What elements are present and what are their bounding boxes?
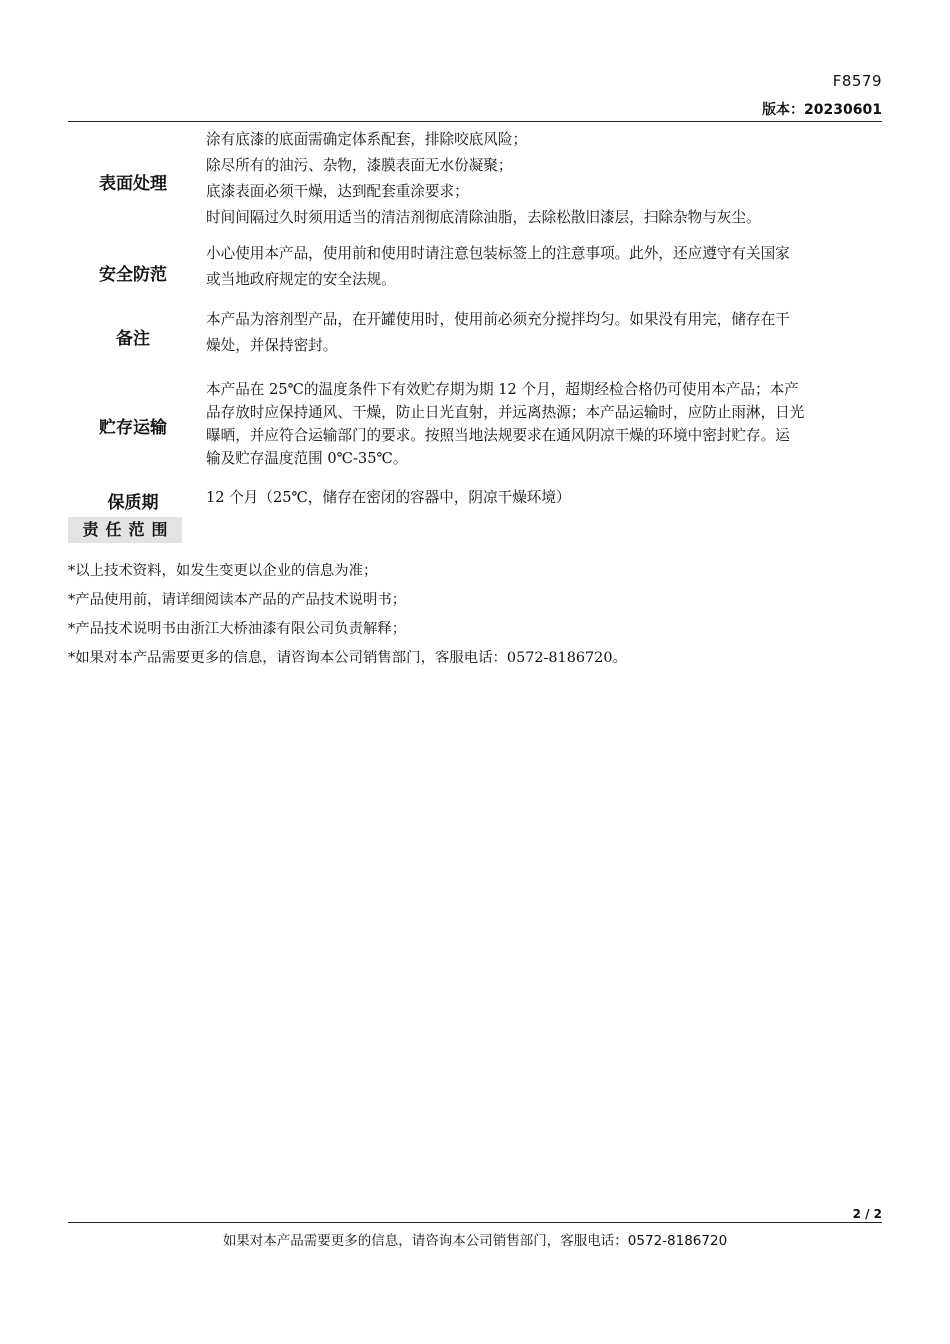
- responsibility-notes: [68, 557, 882, 673]
- section-content-storage: [206, 378, 882, 470]
- content-line: 本产品为溶剂型产品，在开罐使用时，使用前必须充分搅拌均匀。如果没有用完，储存在干: [206, 311, 790, 328]
- responsibility-heading: 责任范围: [68, 517, 182, 543]
- section-content-remarks: [206, 307, 882, 359]
- footer-contact: 如果对本产品需要更多的信息，请咨询本公司销售部门，客服电话：0572-8186720: [222, 1233, 728, 1249]
- content-line: 时间间隔过久时须用适当的清洁剂彻底清除油脂，去除松散旧漆层，扫除杂物与灰尘。: [206, 209, 761, 226]
- content-line: 12 个月（25℃，储存在密闭的容器中，阴凉干燥环境）: [206, 489, 571, 506]
- content-line: 小心使用本产品，使用前和使用时请注意包装标签上的注意事项。此外，还应遵守有关国家: [206, 245, 790, 262]
- section-label-shelf-life: 保质期: [107, 493, 159, 513]
- content-line: 除尽所有的油污、杂物，漆膜表面无水份凝聚；: [206, 157, 513, 174]
- note-item: *如果对本产品需要更多的信息，请咨询本公司销售部门，客服电话：0572-8186720。: [68, 650, 627, 666]
- content-line: 燥处，并保持密封。: [206, 337, 338, 354]
- product-code: F8579: [832, 72, 882, 90]
- note-item: *以上技术资料，如发生变更以企业的信息为准；: [68, 563, 378, 579]
- section-label-safety: 安全防范: [99, 265, 167, 285]
- content-line: 涂有底漆的底面需确定体系配套，排除咬底风险；: [206, 131, 528, 148]
- content-line: 品存放时应保持通风、干燥，防止日光直射，并远离热源；本产品运输时，应防止雨淋，日光: [206, 404, 805, 421]
- header-rule: [68, 121, 882, 122]
- footer-rule: [68, 1222, 882, 1223]
- content-line: 曝晒，并应符合运输部门的要求。按照当地法规要求在通风阴凉干燥的环境中密封贮存。运: [206, 427, 790, 444]
- version-label: 版本：20230601: [762, 102, 882, 118]
- section-label-surface: 表面处理: [99, 174, 167, 194]
- content-line: 输及贮存温度范围 0℃-35℃。: [206, 450, 408, 467]
- content-line: 或当地政府规定的安全法规。: [206, 271, 396, 288]
- note-item: *产品使用前，请详细阅读本产品的产品技术说明书；: [68, 592, 407, 608]
- section-content-safety: [206, 241, 882, 293]
- content-line: 底漆表面必须干燥，达到配套重涂要求；: [206, 183, 469, 200]
- section-label-storage: 贮存运输: [99, 418, 167, 438]
- note-item: *产品技术说明书由浙江大桥油漆有限公司负责解释；: [68, 621, 407, 637]
- page-number: 2 / 2: [852, 1207, 882, 1221]
- section-content-shelf-life: [206, 485, 882, 511]
- section-label-remarks: 备注: [116, 329, 150, 349]
- section-content-surface: [206, 127, 882, 231]
- content-line: 本产品在 25℃的温度条件下有效贮存期为期 12 个月，超期经检合格仍可使用本产品；本产: [206, 381, 799, 398]
